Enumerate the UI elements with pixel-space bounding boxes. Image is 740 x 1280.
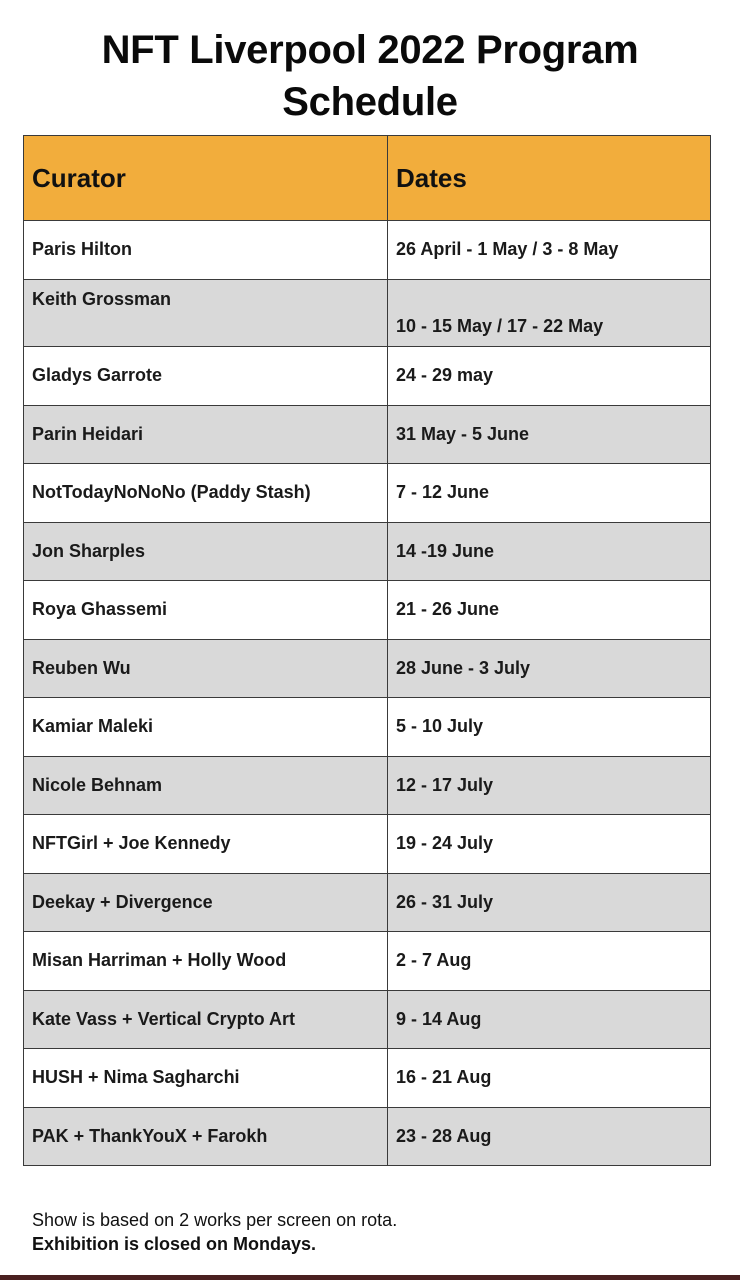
table-row xyxy=(24,990,711,1049)
curator-cell: NFTGirl + Joe Kennedy xyxy=(24,815,388,874)
dates-cell: 21 - 26 June xyxy=(388,581,711,640)
dates-cell: 24 - 29 may xyxy=(388,347,711,406)
table-row xyxy=(24,873,711,932)
table-row xyxy=(24,932,711,991)
dates-cell: 28 June - 3 July xyxy=(388,639,711,698)
table-row xyxy=(24,347,711,406)
header-curator: Curator xyxy=(24,136,388,221)
dates-cell: 2 - 7 Aug xyxy=(388,932,711,991)
schedule-table xyxy=(23,135,711,1166)
dates-cell: 19 - 24 July xyxy=(388,815,711,874)
curator-cell: Parin Heidari xyxy=(24,405,388,464)
dates-cell: 12 - 17 July xyxy=(388,756,711,815)
title-line-1: NFT Liverpool 2022 Program xyxy=(101,28,639,72)
curator-cell: Jon Sharples xyxy=(24,522,388,581)
footer-notes xyxy=(32,1208,397,1256)
curator-cell: Deekay + Divergence xyxy=(24,873,388,932)
table-row xyxy=(24,279,711,347)
dates-cell: 23 - 28 Aug xyxy=(388,1107,711,1166)
table-row xyxy=(24,639,711,698)
curator-cell: HUSH + Nima Sagharchi xyxy=(24,1049,388,1108)
curator-cell: Keith Grossman xyxy=(24,279,388,347)
curator-cell: Kamiar Maleki xyxy=(24,698,388,757)
dates-cell: 16 - 21 Aug xyxy=(388,1049,711,1108)
curator-cell: Gladys Garrote xyxy=(24,347,388,406)
table-row xyxy=(24,1049,711,1108)
table-row xyxy=(24,464,711,523)
table-row xyxy=(24,405,711,464)
curator-cell: Reuben Wu xyxy=(24,639,388,698)
closed-note: Exhibition is closed on Mondays. xyxy=(32,1234,317,1254)
dates-cell: 10 - 15 May / 17 - 22 May xyxy=(388,279,711,347)
title-line-2: Schedule xyxy=(282,80,458,124)
dates-cell: 14 -19 June xyxy=(388,522,711,581)
curator-cell: PAK + ThankYouX + Farokh xyxy=(24,1107,388,1166)
curator-cell: NotTodayNoNoNo (Paddy Stash) xyxy=(24,464,388,523)
dates-cell: 26 April - 1 May / 3 - 8 May xyxy=(388,221,711,280)
dates-cell: 26 - 31 July xyxy=(388,873,711,932)
curator-cell: Nicole Behnam xyxy=(24,756,388,815)
page-title xyxy=(0,24,740,128)
header-dates: Dates xyxy=(388,136,711,221)
table-row xyxy=(24,221,711,280)
dates-cell: 9 - 14 Aug xyxy=(388,990,711,1049)
dates-cell: 5 - 10 July xyxy=(388,698,711,757)
header-row xyxy=(24,136,711,221)
curator-cell: Misan Harriman + Holly Wood xyxy=(24,932,388,991)
table-row xyxy=(24,1107,711,1166)
table-row xyxy=(24,698,711,757)
table-row xyxy=(24,815,711,874)
dates-cell: 31 May - 5 June xyxy=(388,405,711,464)
curator-cell: Roya Ghassemi xyxy=(24,581,388,640)
table-row xyxy=(24,581,711,640)
table-row xyxy=(24,522,711,581)
rota-note: Show is based on 2 works per screen on rota. xyxy=(32,1210,398,1230)
dates-cell: 7 - 12 June xyxy=(388,464,711,523)
table-row xyxy=(24,756,711,815)
curator-cell: Kate Vass + Vertical Crypto Art xyxy=(24,990,388,1049)
curator-cell: Paris Hilton xyxy=(24,221,388,280)
bottom-edge-bar xyxy=(0,1275,740,1280)
